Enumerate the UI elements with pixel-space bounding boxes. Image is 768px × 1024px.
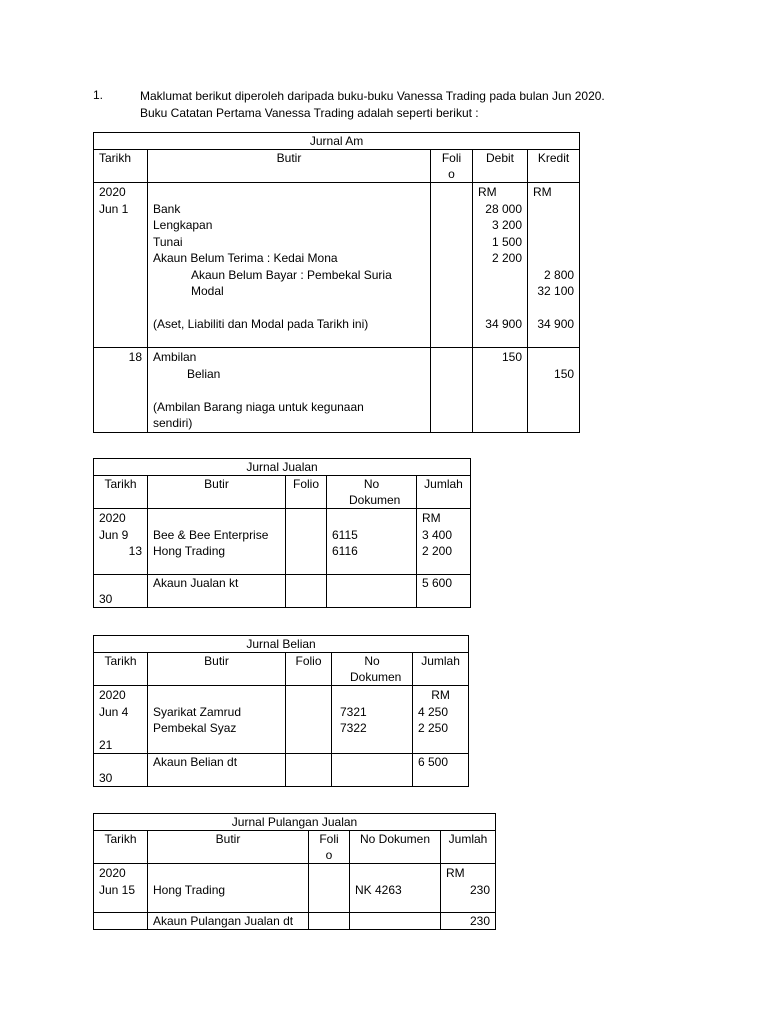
jumlah-line: 2 250	[418, 721, 449, 735]
debit-line: 3 200	[491, 218, 522, 232]
butir-cell: Akaun Pulangan Jualan dt	[148, 913, 309, 930]
debit-line	[478, 300, 522, 317]
header-no-dokumen: No Dokumen	[327, 476, 417, 509]
header-butir: Butir	[148, 653, 286, 686]
butir-line: sendiri)	[153, 416, 193, 430]
kredit-line	[533, 300, 574, 317]
butir-cell	[148, 183, 431, 348]
header-butir: Butir	[148, 476, 286, 509]
butir-line: Ambilan	[153, 350, 197, 364]
question-text	[140, 88, 605, 122]
question-number: 1.	[93, 88, 104, 102]
tarikh-cell	[94, 183, 148, 348]
kredit-line	[533, 250, 574, 267]
jumlah-line: RM	[431, 688, 450, 702]
debit-line: 1 500	[491, 234, 522, 249]
kredit-cell	[528, 183, 580, 348]
header-jumlah: Jumlah	[441, 831, 496, 864]
debit-line: RM	[478, 185, 497, 199]
header-debit: Debit	[473, 150, 528, 183]
kredit-cell	[528, 348, 580, 433]
tarikh-cell	[94, 913, 148, 930]
tarikh-cell	[94, 509, 148, 575]
jurnal-am-title: Jurnal Am	[94, 133, 580, 150]
jumlah-cell: 230	[441, 913, 496, 930]
header-folio: Foli o	[309, 831, 350, 864]
kredit-line	[533, 349, 574, 366]
butir-cell: Akaun Belian dt	[148, 754, 286, 787]
table-row	[94, 686, 469, 754]
tarikh-line: Jun 1	[99, 201, 129, 216]
butir-line	[153, 865, 303, 882]
jumlah-line: RM	[446, 866, 465, 880]
tarikh-line: Jun 15	[99, 882, 136, 897]
no-dokumen-cell	[327, 575, 417, 608]
kredit-line: 2 800	[544, 267, 575, 282]
debit-line	[478, 267, 522, 284]
butir-cell	[148, 864, 309, 913]
header-butir: Butir	[148, 831, 309, 864]
folio-cell	[286, 575, 327, 608]
no-dokumen-cell	[350, 913, 441, 930]
tarikh-cell: 30	[94, 575, 148, 608]
no-dokumen-line	[355, 865, 435, 882]
tarikh-cell	[94, 864, 148, 913]
butir-line	[153, 687, 280, 704]
folio-cell	[309, 864, 350, 913]
kredit-line	[533, 234, 574, 251]
table-row	[94, 575, 471, 608]
header-no-dokumen: No Dokumen	[332, 653, 413, 686]
debit-line: 2 200	[491, 251, 522, 265]
header-jumlah: Jumlah	[417, 476, 471, 509]
debit-line: 150	[501, 350, 522, 364]
table-row	[94, 348, 580, 433]
butir-line: Modal	[191, 284, 224, 298]
butir-line	[153, 184, 425, 201]
butir-line: (Aset, Liabiliti dan Modal pada Tarikh ini)	[153, 317, 369, 331]
tarikh-line: Jun 4	[99, 704, 129, 719]
debit-cell	[473, 348, 528, 433]
table-row	[94, 913, 496, 930]
question-line-2: Buku Catatan Pertama Vanessa Trading adalah seperti berikut :	[140, 106, 479, 120]
debit-cell	[473, 183, 528, 348]
butir-line: Akaun Belum Terima : Kedai Mona	[153, 251, 338, 265]
butir-line	[153, 510, 280, 527]
header-no-dokumen: No Dokumen	[350, 831, 441, 864]
no-dokumen-line: 7322	[340, 721, 367, 735]
jumlah-cell: 6 500	[413, 754, 469, 787]
butir-line: Hong Trading	[153, 882, 226, 897]
table-row	[94, 864, 496, 913]
jurnal-am-table	[93, 132, 580, 433]
header-folio: Foli o	[431, 150, 473, 183]
tarikh-line: 21	[99, 737, 113, 752]
no-dokumen-cell	[350, 864, 441, 913]
butir-line: (Ambilan Barang niaga untuk kegunaan	[153, 399, 364, 414]
butir-cell	[148, 686, 286, 754]
tarikh-line: 2020	[99, 688, 126, 702]
butir-line: Bank	[153, 201, 181, 216]
jumlah-line: 230	[470, 882, 491, 897]
jumlah-line: RM	[422, 511, 441, 525]
no-dokumen-cell	[332, 686, 413, 754]
folio-cell	[286, 509, 327, 575]
header-tarikh: Tarikh	[94, 476, 148, 509]
header-folio: Folio	[286, 476, 327, 509]
header-kredit: Kredit	[528, 150, 580, 183]
butir-line: Bee & Bee Enterprise	[153, 527, 269, 542]
tarikh-line: 2020	[99, 866, 126, 880]
butir-line: Tunai	[153, 234, 183, 249]
no-dokumen-line	[332, 510, 411, 527]
tarikh-line: Jun 9	[99, 527, 129, 542]
no-dokumen-line: 7321	[340, 704, 367, 719]
table-row	[94, 754, 469, 787]
debit-line	[478, 283, 522, 300]
question-line-1: Maklumat berikut diperoleh daripada buku-buku Vanessa Trading pada bulan Jun 2020.	[140, 89, 605, 103]
header-jumlah: Jumlah	[413, 653, 469, 686]
butir-line	[153, 300, 425, 317]
no-dokumen-line	[340, 687, 407, 704]
tarikh-line: 2020	[99, 185, 126, 199]
table-row	[94, 509, 471, 575]
jurnal-jualan-title: Jurnal Jualan	[94, 459, 471, 476]
tarikh-line: 13	[128, 544, 142, 558]
header-butir: Butir	[148, 150, 431, 183]
header-folio: Folio	[286, 653, 332, 686]
jurnal-pulangan-jualan-title: Jurnal Pulangan Jualan	[94, 814, 496, 831]
butir-line: Pembekal Syaz	[153, 721, 237, 735]
header-tarikh: Tarikh	[94, 831, 148, 864]
tarikh-line: 2020	[99, 511, 126, 525]
kredit-line: 150	[554, 366, 575, 381]
no-dokumen-line: NK 4263	[355, 882, 402, 897]
kredit-line: 32 100	[537, 284, 575, 298]
folio-cell	[309, 913, 350, 930]
jurnal-pulangan-jualan-table	[93, 813, 496, 930]
butir-line	[153, 382, 425, 399]
jumlah-cell: 5 600	[417, 575, 471, 608]
jumlah-cell	[441, 864, 496, 913]
butir-cell	[148, 509, 286, 575]
header-tarikh: Tarikh	[94, 150, 148, 183]
butir-line: Hong Trading	[153, 544, 226, 558]
butir-line: Lengkapan	[153, 218, 213, 232]
table-row	[94, 183, 580, 348]
kredit-line: 34 900	[537, 317, 575, 331]
jumlah-line: 4 250	[418, 704, 449, 719]
jumlah-cell	[417, 509, 471, 575]
folio-cell	[431, 348, 473, 433]
tarikh-cell: 18	[94, 348, 148, 433]
kredit-line	[533, 201, 574, 218]
butir-line: Belian	[187, 366, 221, 381]
butir-cell: Akaun Jualan kt	[148, 575, 286, 608]
kredit-line: RM	[533, 185, 552, 199]
butir-cell	[148, 348, 431, 433]
jumlah-line: 2 200	[422, 544, 453, 558]
folio-cell	[431, 183, 473, 348]
jumlah-line: 3 400	[422, 527, 453, 542]
no-dokumen-line: 6115	[332, 527, 358, 542]
kredit-line	[533, 217, 574, 234]
debit-line: 28 000	[485, 201, 522, 216]
tarikh-cell: 30	[94, 754, 148, 787]
folio-cell	[286, 754, 332, 787]
butir-line: Akaun Belum Bayar : Pembekal Suria	[191, 267, 392, 282]
jurnal-jualan-table	[93, 458, 471, 608]
tarikh-line	[99, 720, 142, 737]
butir-line: Syarikat Zamrud	[153, 704, 242, 719]
tarikh-cell	[94, 686, 148, 754]
header-tarikh: Tarikh	[94, 653, 148, 686]
no-dokumen-cell	[332, 754, 413, 787]
no-dokumen-line: 6116	[332, 544, 358, 558]
debit-line: 34 900	[485, 317, 522, 331]
no-dokumen-cell	[327, 509, 417, 575]
jurnal-belian-title: Jurnal Belian	[94, 636, 469, 653]
folio-cell	[286, 686, 332, 754]
jurnal-belian-table	[93, 635, 469, 787]
jumlah-cell	[413, 686, 469, 754]
